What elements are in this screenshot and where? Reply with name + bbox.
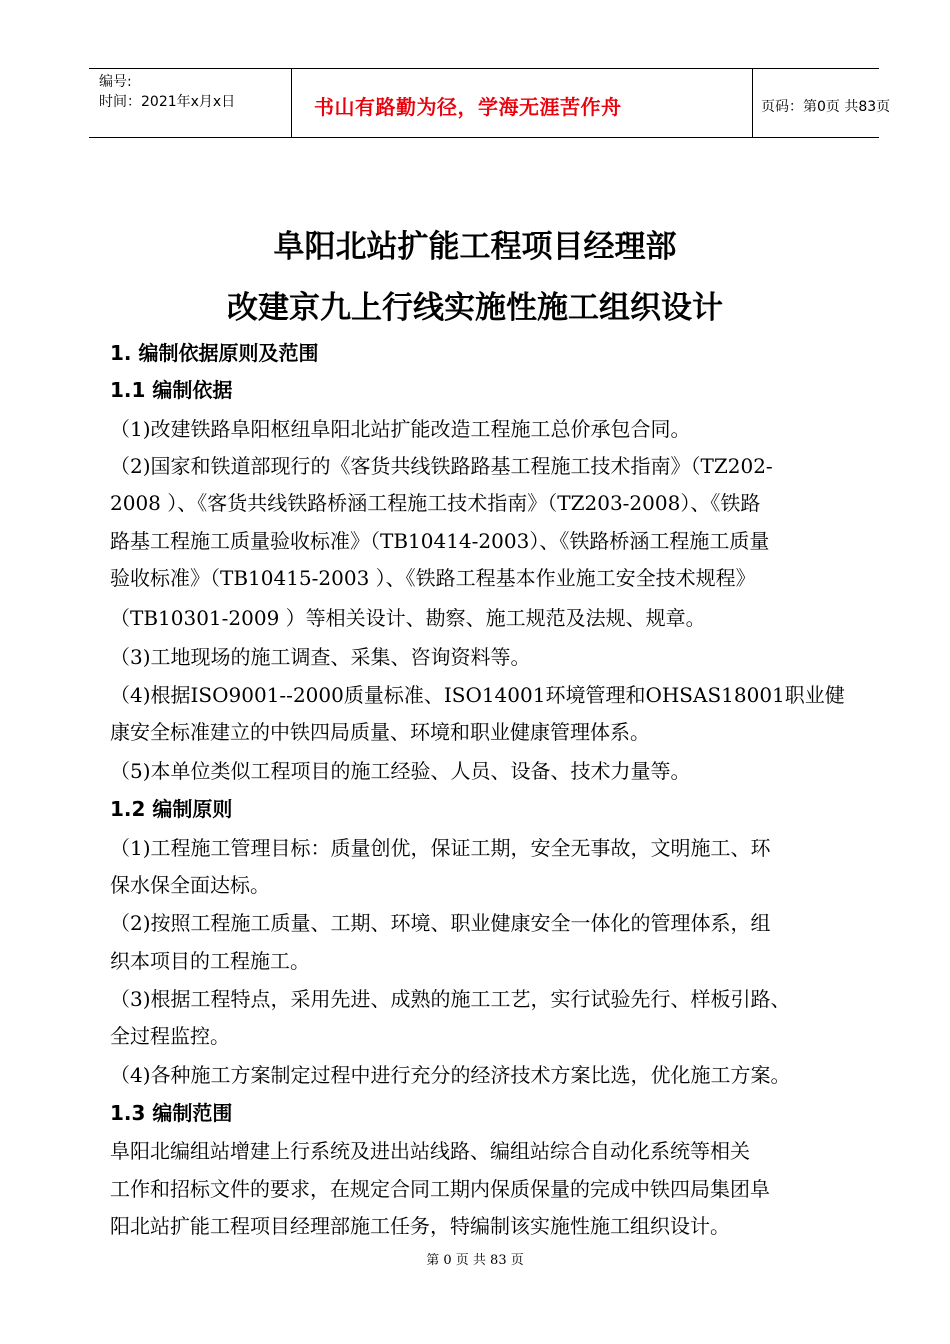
page-footer: 第 0 页 共 83 页 <box>426 1253 524 1268</box>
header-motto-cell <box>291 69 753 137</box>
body-line: 工作和招标文件的要求，在规定合同工期内保质保量的完成中铁四局集团阜 <box>110 1177 770 1201</box>
body-line: 保水保全面达标。 <box>110 873 270 897</box>
body-line: （5)本单位类似工程项目的施工经验、人员、设备、技术力量等。 <box>110 759 691 783</box>
document-title-line2: 改建京九上行线实施性施工组织设计 <box>227 290 723 326</box>
body-line: 织本项目的工程施工。 <box>110 949 310 973</box>
header-meta-cell <box>89 69 291 137</box>
body-line: （2)按照工程施工质量、工期、环境、职业健康安全一体化的管理体系，组 <box>110 911 771 935</box>
motto-text: 书山有路勤为径，学海无涯苦作舟 <box>314 95 622 119</box>
body-line: （TB10301-2009 ）等相关设计、勘察、施工规范及法规、规章。 <box>110 606 706 630</box>
subsection-heading: 1.3 编制范围 <box>110 1101 233 1125</box>
body-line: 2008 ）、《客货共线铁路桥涵工程施工技术指南》（TZ203-2008）、《铁路 <box>110 491 761 515</box>
body-line: 阜阳北编组站增建上行系统及进出站线路、编组站综合自动化系统等相关 <box>110 1139 750 1163</box>
header-table <box>89 68 891 138</box>
body-line: 全过程监控。 <box>110 1024 230 1048</box>
body-line: （3)工地现场的施工调查、采集、咨询资料等。 <box>110 645 531 669</box>
body-line: （1)改建铁路阜阳枢纽阜阳北站扩能改造工程施工总价承包合同。 <box>110 417 691 441</box>
subsection-heading: 1.1 编制依据 <box>110 378 233 402</box>
header-page-cell <box>753 69 891 137</box>
page-info: 页码：第0页 共83页 <box>761 99 891 115</box>
body-line: （2)国家和铁道部现行的《客货共线铁路路基工程施工技术指南》（TZ202- <box>110 454 773 478</box>
body-line: 康安全标准建立的中铁四局质量、环境和职业健康管理体系。 <box>110 720 650 744</box>
time-label: 时间：2021年x月x日 <box>99 94 236 110</box>
body-line: （3)根据工程特点，采用先进、成熟的施工工艺，实行试验先行、样板引路、 <box>110 987 791 1011</box>
body-line: （1)工程施工管理目标：质量创优，保证工期，安全无事故，文明施工、环 <box>110 836 771 860</box>
section-heading: 1. 编制依据原则及范围 <box>110 341 319 365</box>
body-line: 路基工程施工质量验收标准》（TB10414-2003）、《铁路桥涵工程施工质量 <box>110 529 770 553</box>
subsection-heading: 1.2 编制原则 <box>110 797 233 821</box>
body-line: （4)根据ISO9001--2000质量标准、ISO14001环境管理和OHSAS18001职业健 <box>110 683 845 707</box>
body-line: 验收标准》（TB10415-2003 ）、《铁路工程基本作业施工安全技术规程》 <box>110 566 756 590</box>
serial-label: 编号: <box>99 74 132 90</box>
body-line: 阳北站扩能工程项目经理部施工任务，特编制该实施性施工组织设计。 <box>110 1214 730 1238</box>
body-line: （4)各种施工方案制定过程中进行充分的经济技术方案比选，优化施工方案。 <box>110 1063 791 1087</box>
document-title-line1: 阜阳北站扩能工程项目经理部 <box>273 229 677 265</box>
